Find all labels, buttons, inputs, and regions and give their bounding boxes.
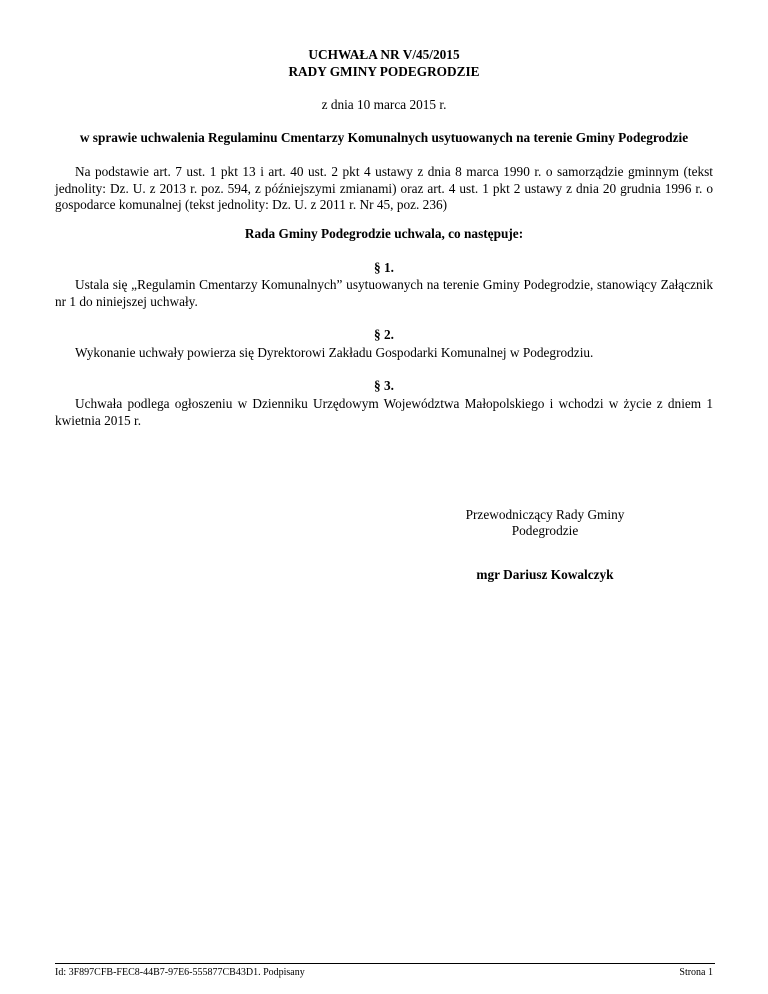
signature-role-line1: Przewodniczący Rady Gminy [465,507,625,522]
preamble-text: Na podstawie art. 7 ust. 1 pkt 13 i art. 40 ust. 2 pkt 4 ustawy z dnia 8 marca 1990 r. o samorządzie gminnym (tekst jednolity: Dz. U. z 2013 r. poz. 594, z późniejszymi zmianami) oraz art. 4 ust. 1 pkt 2 ustawy z dnia 20 grudnia 1996 r. o gospodarce komunalnej (tekst jednolity: Dz. U. z 2011 r. Nr 45, poz. 236) [55,164,713,212]
signatory-name: mgr Dariusz Kowalczyk [476,567,614,582]
section-2-heading: § 2. [374,327,394,342]
section-2-body [55,345,713,362]
preamble [55,164,713,214]
document-title-line1: UCHWAŁA NR V/45/2015 [308,47,460,62]
document-subject: w sprawie uchwalenia Regulaminu Cmentarzy Komunalnych usytuowanych na terenie Gminy Podegrodzie [79,130,689,145]
section-3-body [55,396,713,429]
section-2-text: Wykonanie uchwały powierza się Dyrektorowi Zakładu Gospodarki Komunalnej w Podegrodziu. [75,345,594,360]
section-3-text: Uchwała podlega ogłoszeniu w Dzienniku Urzędowym Województwa Małopolskiego i wchodzi w życie z dniem 1 kwietnia 2015 r. [55,396,713,428]
document-title-line2: RADY GMINY PODEGRODZIE [288,64,480,79]
section-1-text: Ustala się „Regulamin Cmentarzy Komunalnych” usytuowanych na terenie Gminy Podegrodzie, stanowiący Załącznik nr 1 do niniejszej uchwały. [55,277,713,309]
page-number: Strona 1 [679,967,713,978]
document-date: z dnia 10 marca 2015 r. [321,97,447,112]
section-3-heading: § 3. [374,378,394,393]
document-id: Id: 3F897CFB-FEC8-44B7-97E6-555877CB43D1. Podpisany [55,967,305,978]
section-1-body [55,277,713,310]
signature-role-line2: Podegrodzie [511,523,579,538]
resolution-statement: Rada Gminy Podegrodzie uchwala, co następuje: [244,226,524,241]
footer-divider [55,963,715,964]
section-1-heading: § 1. [374,260,394,275]
